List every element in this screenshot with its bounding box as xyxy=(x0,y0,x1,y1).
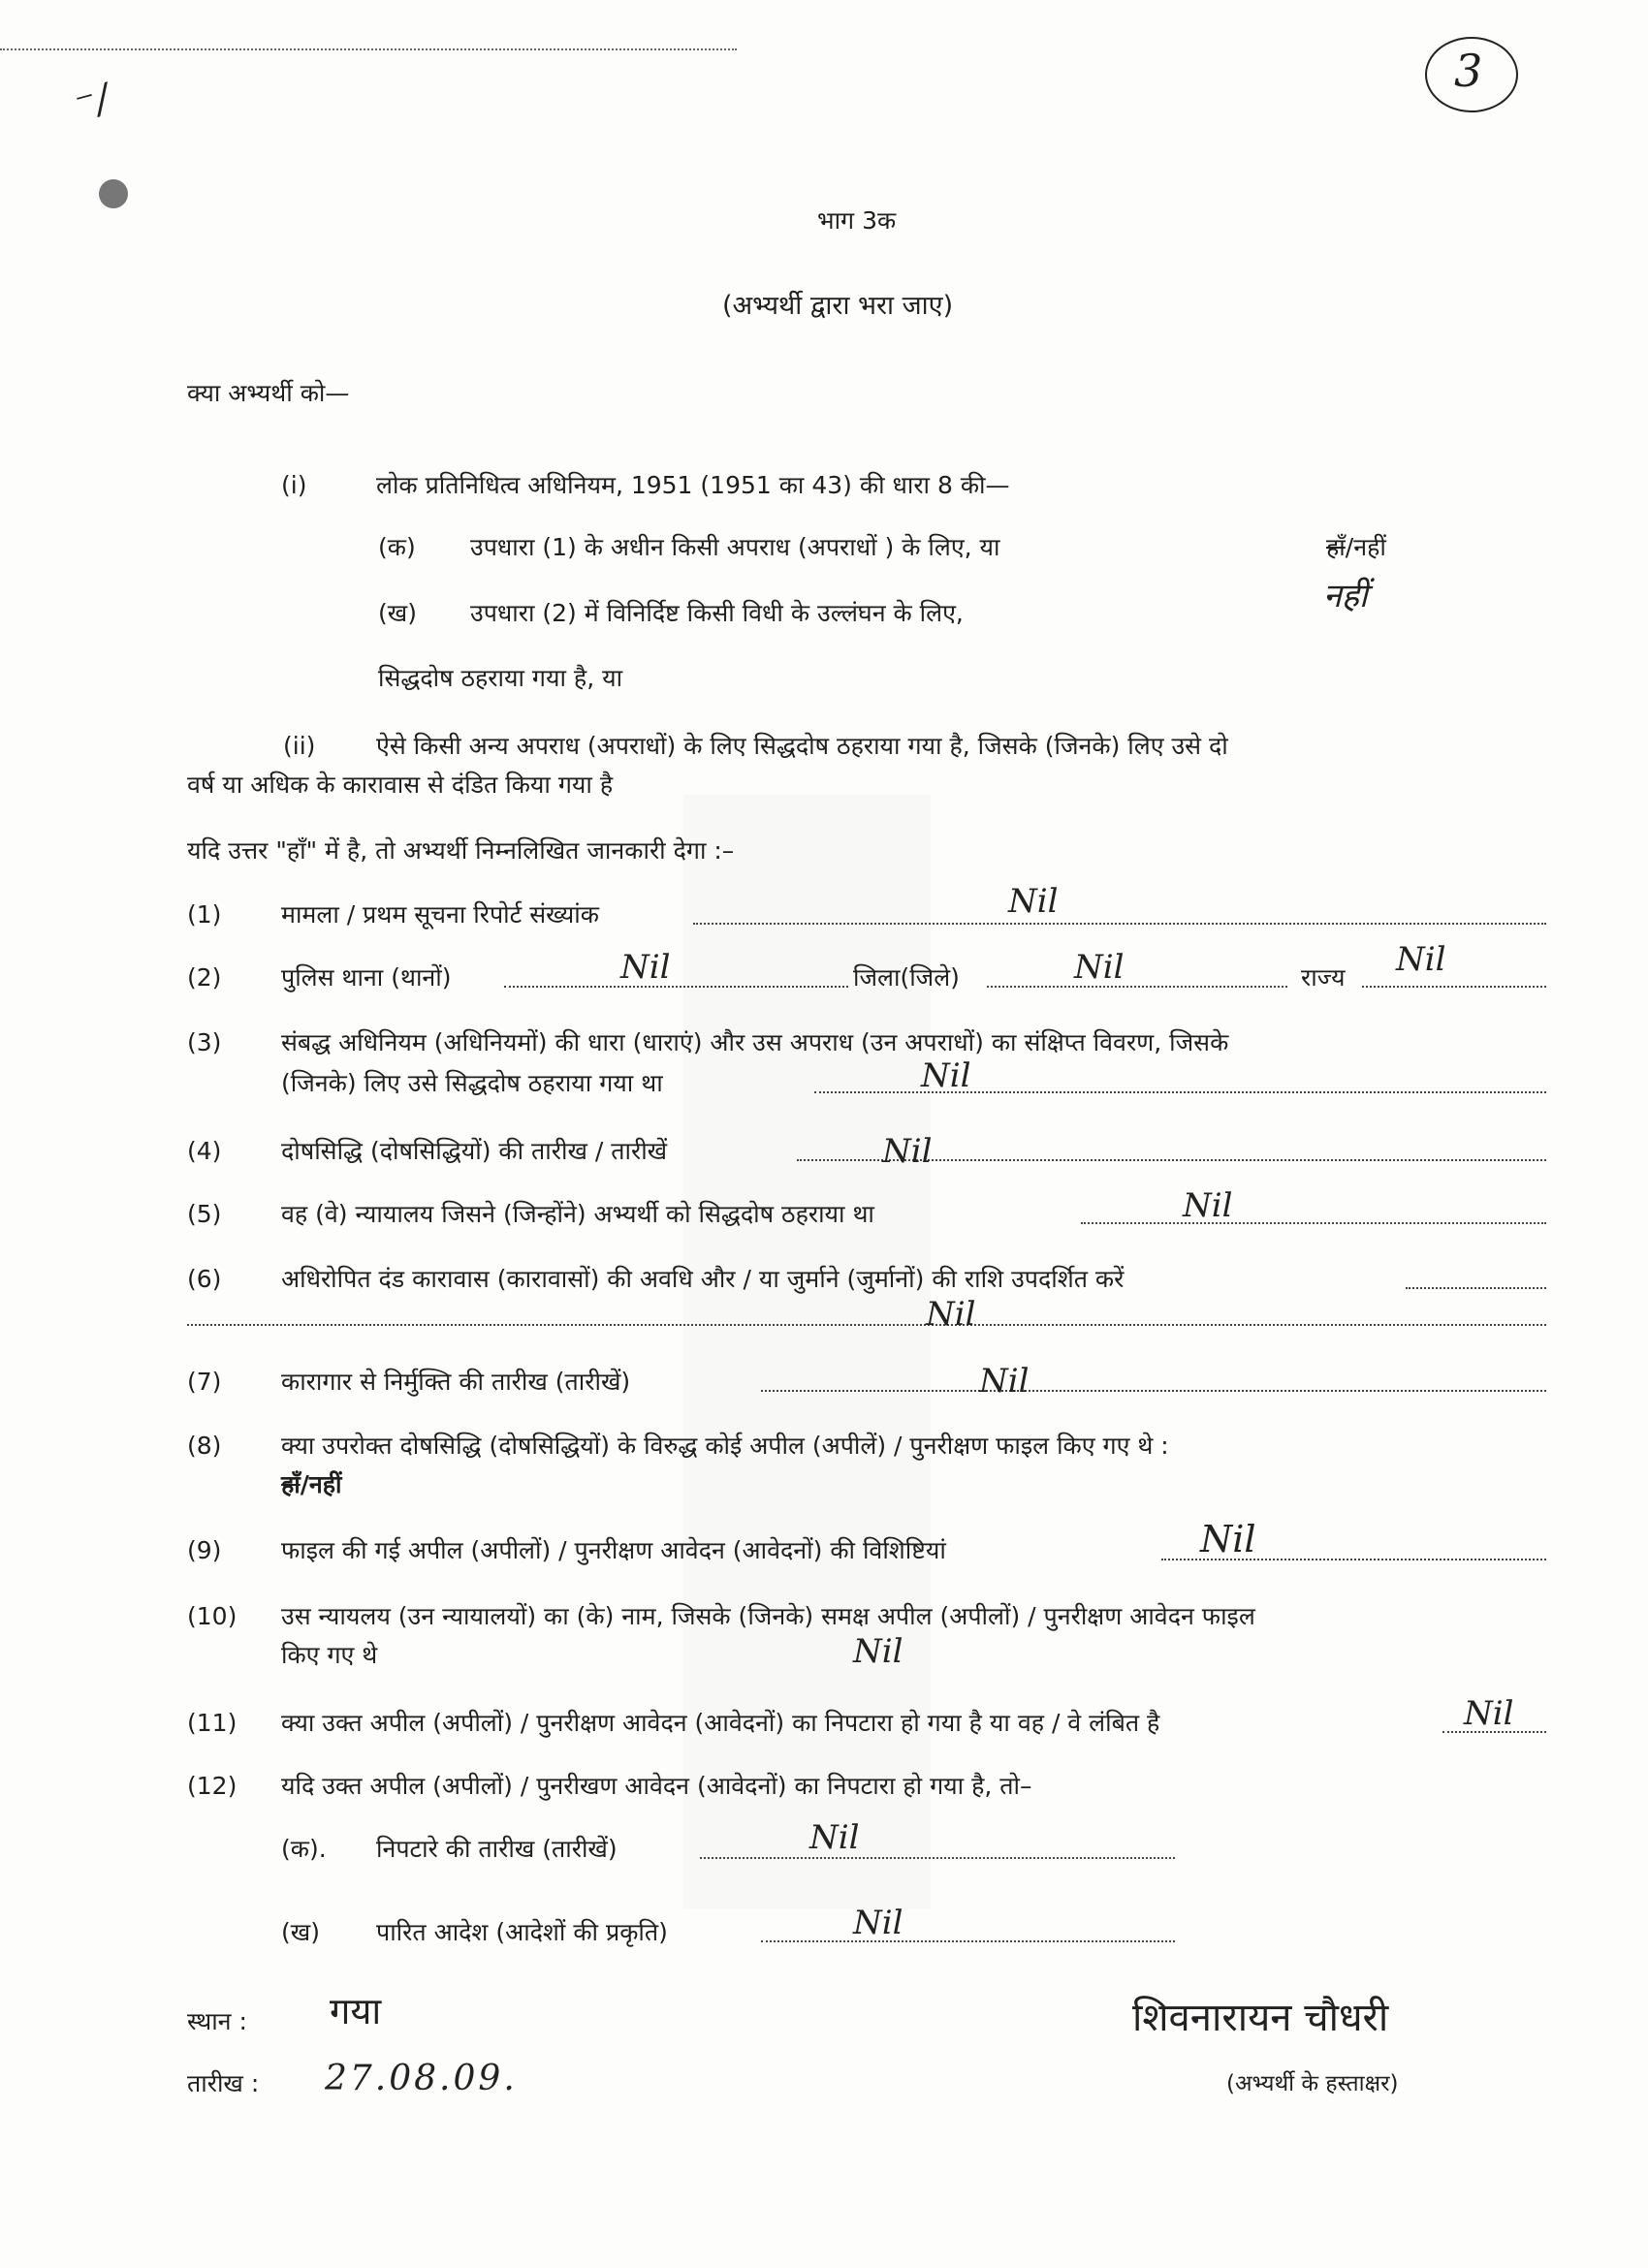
if-yes-instruction: यदि उत्तर "हाँ" में है, तो अभ्यर्थी निम्नलिखित जानकारी देगा :– xyxy=(187,836,735,865)
item-9-value: Nil xyxy=(1200,1518,1256,1560)
item-6-number: (6) xyxy=(187,1265,222,1293)
item-8-yes: हाँ xyxy=(281,1470,301,1498)
item-12-ka-fill-line xyxy=(700,1857,1175,1859)
form-subtitle: (अभ्यर्थी द्वारा भरा जाए) xyxy=(722,291,954,321)
item-2-state-value: Nil xyxy=(1396,940,1446,979)
item-6-fill-line-b xyxy=(187,1324,1546,1326)
item-3-line2: (जिनके) लिए उसे सिद्धदोष ठहराया गया था xyxy=(281,1069,663,1097)
item-12-kha-label: पारित आदेश (आदेशों की प्रकृति) xyxy=(376,1918,668,1946)
item-12-ka-label: निपटारे की तारीख (तारीखें) xyxy=(376,1835,618,1863)
item-5-fill-line xyxy=(1081,1222,1546,1224)
sub-kha-number: (ख) xyxy=(378,599,417,627)
clause-i-text: लोक प्रतिनिधित्व अधिनियम, 1951 (1951 का 43) की धारा 8 की— xyxy=(376,471,1010,499)
sub-ka-yes: हाँ xyxy=(1326,533,1346,561)
item-12-label: यदि उक्त अपील (अपीलों) / पुनरीखण आवेदन (आवेदनों) का निपटारा हो गया है, तो– xyxy=(281,1772,1032,1800)
part-heading: भाग 3क xyxy=(817,206,897,235)
item-2-district-fill-line xyxy=(987,986,1287,988)
margin-tick-mark: ⁻/ xyxy=(70,76,114,128)
place-label: स्थान : xyxy=(187,2007,247,2035)
item-2-district-label: जिला(जिले) xyxy=(853,963,960,992)
sub-ka-answer xyxy=(1326,532,1386,563)
item-1-value: Nil xyxy=(1008,882,1059,921)
item-12-number: (12) xyxy=(187,1772,238,1800)
page-number: 3 xyxy=(1454,45,1483,97)
item-8-number: (8) xyxy=(187,1432,222,1460)
signature-caption: (अभ्यर्थी के हस्ताक्षर) xyxy=(1226,2071,1399,2096)
item-6-value: Nil xyxy=(926,1295,976,1334)
item-8-separator: / xyxy=(300,1470,309,1498)
punch-hole xyxy=(99,179,128,208)
item-11-label: क्या उक्त अपील (अपीलों) / पुनरीक्षण आवेदन (आवेदनों) का निपटारा हो गया है या वह / वे लंबित है xyxy=(281,1709,1160,1737)
item-12-kha-value: Nil xyxy=(853,1904,903,1942)
item-10-number: (10) xyxy=(187,1602,238,1630)
item-3-line1: संबद्ध अधिनियम (अधिनियमों) की धारा (धाराएं) और उस अपराध (उन अपराधों) का संक्षिप्त विवरण, जिसके xyxy=(281,1028,1229,1056)
item-12-ka-number: (क). xyxy=(281,1835,327,1863)
clause-ii-number: (ii) xyxy=(283,732,316,760)
item-7-label: कारागार से निर्मुक्ति की तारीख (तारीखें) xyxy=(281,1368,631,1396)
item-3-value: Nil xyxy=(921,1056,971,1095)
item-5-label: वह (वे) न्यायालय जिसने (जिन्होंने) अभ्यर्थी को सिद्धदोष ठहराया था xyxy=(281,1200,874,1228)
item-10-line2: किए गए थे xyxy=(281,1641,378,1669)
item-12-ka-value: Nil xyxy=(809,1818,860,1857)
item-9-number: (9) xyxy=(187,1536,222,1564)
item-6-label: अधिरोपित दंड कारावास (कारावासों) की अवधि और / या जुर्माने (जुर्मानों) की राशि उपदर्शित करें xyxy=(281,1265,1125,1293)
clause-ii-line1: ऐसे किसी अन्य अपराध (अपराधों) के लिए सिद्धदोष ठहराया गया है, जिसके (जिनके) लिए उसे दो xyxy=(376,732,1228,760)
item-11-value: Nil xyxy=(1464,1694,1514,1733)
item-6-fill-line-a xyxy=(1406,1287,1546,1289)
item-2-number: (2) xyxy=(187,963,222,992)
item-8-label: क्या उपरोक्त दोषसिद्धि (दोषसिद्धियों) के विरुद्ध कोई अपील (अपीलें) / पुनरीक्षण फाइल किए गए थे : xyxy=(281,1432,1169,1460)
place-value: गया xyxy=(330,1990,382,2032)
item-5-number: (5) xyxy=(187,1200,222,1228)
date-label: तारीख : xyxy=(187,2069,260,2097)
intro-text: क्या अभ्यर्थी को— xyxy=(187,379,350,407)
item-12-kha-fill-line xyxy=(761,1940,1175,1942)
candidate-signature: शिवनारायन चौधरी xyxy=(1132,1996,1389,2040)
item-4-value: Nil xyxy=(882,1132,933,1171)
sub-kha-handwritten-answer: नहीं xyxy=(1323,577,1368,615)
item-8-no: नहीं xyxy=(308,1470,342,1498)
sub-kha-text: उपधारा (2) में विनिर्दिष्ट किसी विधी के उल्लंघन के लिए, xyxy=(470,599,964,627)
item-2-value: Nil xyxy=(620,948,671,987)
sub-ka-no: नहीं xyxy=(1353,533,1386,561)
sub-ka-separator: / xyxy=(1345,533,1354,561)
top-edge-dotted-line xyxy=(0,48,737,50)
item-2-label: पुलिस थाना (थानों) xyxy=(281,963,452,992)
item-2-fill-line xyxy=(504,986,848,988)
item-1-label: मामला / प्रथम सूचना रिपोर्ट संख्यांक xyxy=(281,900,599,929)
clause-i-number: (i) xyxy=(281,471,307,499)
item-1-number: (1) xyxy=(187,900,222,929)
item-7-number: (7) xyxy=(187,1368,222,1396)
item-9-label: फाइल की गई अपील (अपीलों) / पुनरीक्षण आवेदन (आवेदनों) की विशिष्टियां xyxy=(281,1536,946,1564)
item-1-fill-line xyxy=(693,923,1546,925)
item-2-state-label: राज्य xyxy=(1301,963,1346,992)
item-2-state-fill-line xyxy=(1362,986,1546,988)
item-10-value: Nil xyxy=(853,1632,903,1671)
item-5-value: Nil xyxy=(1183,1186,1233,1225)
item-4-label: दोषसिद्धि (दोषसिद्धियों) की तारीख / तारीखें xyxy=(281,1137,668,1165)
item-8-answer xyxy=(281,1469,342,1500)
date-value: 27.08.09. xyxy=(325,2059,518,2098)
item-2-district-value: Nil xyxy=(1074,948,1125,987)
clause-ii-line2: वर्ष या अधिक के कारावास से दंडित किया गया है xyxy=(187,771,614,799)
item-12-kha-number: (ख) xyxy=(281,1918,320,1946)
item-3-number: (3) xyxy=(187,1028,222,1056)
clause-i-tail: सिद्धदोष ठहराया गया है, या xyxy=(378,664,623,692)
item-7-fill-line xyxy=(761,1390,1546,1392)
item-7-value: Nil xyxy=(979,1362,1030,1401)
item-4-number: (4) xyxy=(187,1137,222,1165)
sub-ka-number: (क) xyxy=(378,533,416,561)
item-11-number: (11) xyxy=(187,1709,238,1737)
item-10-line1: उस न्यायलय (उन न्यायालयों) का (के) नाम, जिसके (जिनके) समक्ष अपील (अपीलों) / पुनरीक्षण आवेदन फाइल xyxy=(281,1602,1255,1630)
sub-ka-text: उपधारा (1) के अधीन किसी अपराध (अपराधों ) के लिए, या xyxy=(470,533,1000,561)
